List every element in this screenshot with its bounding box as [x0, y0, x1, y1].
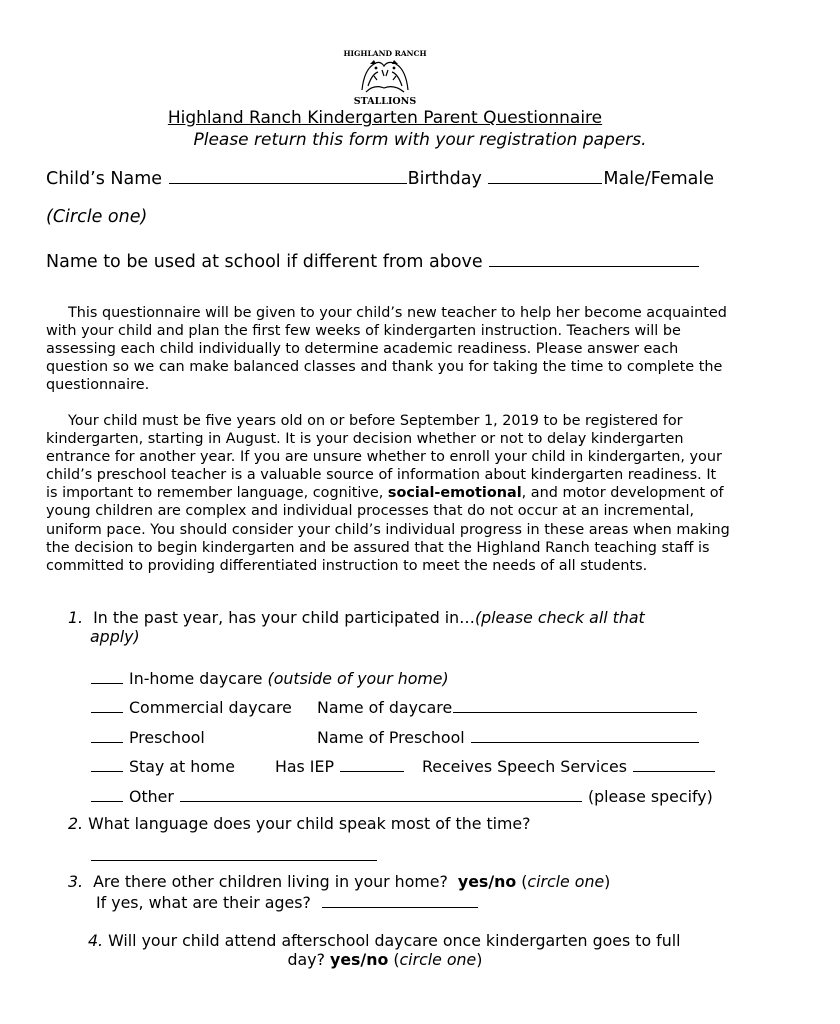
language-answer-line: [90, 844, 378, 865]
iep-row: Has IEP: [275, 755, 405, 776]
logo-bottom-text: STALLIONS: [353, 96, 417, 107]
childs-name-field[interactable]: [169, 167, 407, 184]
intro-paragraph-2: Your child must be five years old on or before September 1, 2019 to be registered for kindergarten, starting in August. It is your decision whether or not to delay kindergarten entrance for another year. If you are unsure whether to enroll your child in kindergarten, your child’s preschool teacher is a valuable source of information about kindergarten readiness. It is important to remember language, cognitive, social-emotional, and motor development of young children are complex and individual processes that do not occur at an incremental, uniform pace. You should consider your child’s individual progress in these areas when making the decision to begin kindergarten and be assured that the Highland Ranch teaching staff is committed to providing differentiated instruction to meet the needs of all students.: [46, 413, 730, 574]
school-name-row: [46, 250, 700, 272]
name-birthday-row: [46, 167, 714, 189]
language-field[interactable]: [91, 844, 377, 861]
stallions-logo: [343, 46, 427, 107]
question-3-followup: If yes, what are their ages?: [96, 891, 479, 912]
in-home-checkbox[interactable]: [91, 667, 123, 684]
birthday-field[interactable]: [488, 167, 602, 184]
speech-row: Receives Speech Services: [422, 755, 716, 776]
q3-yes-no[interactable]: yes/no: [457, 872, 517, 891]
iep-field[interactable]: [340, 755, 404, 772]
childs-name-label: Child’s Name: [46, 169, 163, 189]
option-stay-at-home: Stay at home: [90, 755, 235, 776]
daycare-name-field[interactable]: [453, 696, 697, 713]
other-checkbox[interactable]: [91, 785, 123, 802]
speech-field[interactable]: [633, 755, 715, 772]
question-3: 3. Are there other children living in your home? yes/no (circle one): [68, 872, 611, 891]
daycare-name-row: Name of daycare: [317, 696, 698, 717]
question-2: 2. What language does your child speak most of the time?: [68, 814, 531, 833]
commercial-checkbox[interactable]: [91, 696, 123, 713]
intro-paragraph-1: This questionnaire will be given to your child’s new teacher to help her become acquainted with your child and plan the first few weeks of kindergarten instruction. Teachers will be assessing each child individually to determine academic readiness. Please answer each question so we can make balanced classes and thank you for taking the time to complete the questionnaire.: [46, 305, 727, 394]
question-4-line2: day? yes/no (circle one): [287, 950, 483, 969]
option-commercial-daycare: Commercial daycare: [90, 696, 292, 717]
question-4: 4. Will your child attend afterschool daycare once kindergarten goes to full: [88, 931, 681, 950]
preschool-checkbox[interactable]: [91, 726, 123, 743]
circle-one-note: (Circle one): [46, 207, 148, 227]
ages-field[interactable]: [322, 891, 478, 908]
other-field[interactable]: [180, 785, 582, 802]
q4-yes-no[interactable]: yes/no: [330, 950, 389, 969]
question-1: 1. In the past year, has your child participated in…(please check all that: [68, 608, 645, 627]
page-subtitle: Please return this form with your registration papers.: [193, 130, 647, 150]
option-other: Other (please specify): [90, 785, 713, 806]
option-in-home-daycare: In-home daycare (outside of your home): [90, 667, 449, 688]
logo-top-text: HIGHLAND RANCH: [343, 49, 427, 58]
option-preschool: Preschool: [90, 726, 205, 747]
birthday-label: Birthday: [407, 169, 482, 189]
question-1-hint: apply): [90, 627, 140, 646]
school-name-field[interactable]: [489, 250, 699, 267]
page-title: Highland Ranch Kindergarten Parent Questionnaire: [167, 108, 603, 128]
preschool-name-field[interactable]: [471, 726, 699, 743]
stay-home-checkbox[interactable]: [91, 755, 123, 772]
gender-label[interactable]: Male/Female: [603, 169, 715, 189]
school-name-label: Name to be used at school if different from above: [46, 252, 483, 272]
preschool-name-row: Name of Preschool: [317, 726, 700, 747]
